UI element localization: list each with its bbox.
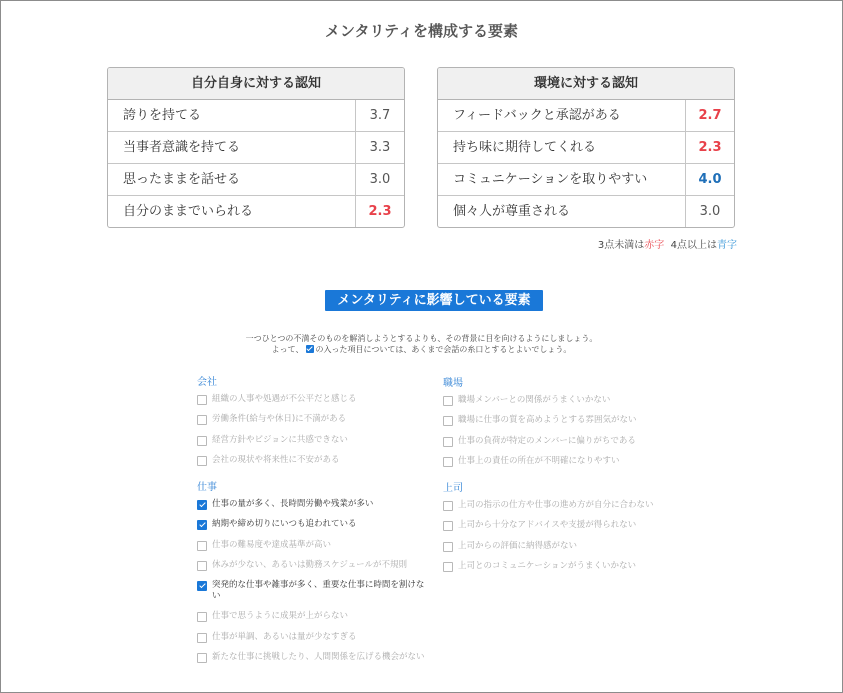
row-score: 3.7 [369, 108, 391, 123]
legend-prefix: 3点未満は [597, 240, 645, 251]
self-awareness-table [107, 67, 405, 228]
table-row [108, 164, 404, 196]
row-score: 4.0 [698, 172, 722, 187]
checkmark-icon [306, 345, 314, 353]
checkbox-unchecked[interactable] [197, 612, 207, 622]
checkbox-label: 仕事の量が多く、長時間労働や残業が多い [212, 499, 374, 509]
table-row [438, 196, 734, 227]
category-boss-list [443, 500, 673, 581]
checkbox-label: 職場メンバーとの関係がうまくいかない [458, 395, 611, 405]
checkbox-item[interactable] [197, 560, 427, 571]
checkbox-unchecked[interactable] [197, 415, 207, 425]
checkbox-item[interactable] [443, 395, 673, 406]
legend-red-word: 赤字 [644, 240, 665, 251]
table-row [108, 132, 404, 164]
row-score: 3.0 [699, 204, 721, 219]
checkbox-label: 労働条件(給与や休日)に不満がある [212, 414, 347, 425]
checkbox-checked[interactable] [197, 500, 207, 510]
checkbox-unchecked[interactable] [443, 396, 453, 406]
checkbox-unchecked[interactable] [197, 541, 207, 551]
checkbox-unchecked[interactable] [197, 633, 207, 643]
section-banner: メンタリティに影響している要素 [325, 290, 543, 311]
intro-line-2-suffix: の入った項目については、あくまで会話の糸口とするとよいでしょう。 [315, 345, 572, 354]
checkbox-label: 納期や締め切りにいつも追われている [212, 519, 357, 530]
table-row [108, 100, 404, 132]
checkbox-item[interactable] [443, 561, 673, 572]
checkbox-item[interactable] [197, 652, 427, 663]
table-row [438, 132, 734, 164]
row-label: フィードバックと承認がある [438, 100, 686, 131]
intro-line-2-prefix: よって、 [271, 345, 304, 354]
table-row [438, 164, 734, 196]
table-row [438, 100, 734, 132]
category-work-title: 仕事 [197, 482, 217, 493]
checkbox-unchecked[interactable] [443, 501, 453, 511]
checkbox-checked[interactable] [197, 520, 207, 530]
checkbox-label: 休みが少ない、あるいは勤務スケジュールが不規則 [212, 559, 407, 570]
category-company-list [197, 394, 427, 475]
checkbox-label: 突発的な仕事や雑事が多く、重要な仕事に時間を割けない [212, 580, 425, 602]
checkbox-item[interactable] [197, 435, 427, 446]
self-table-header: 自分自身に対する認知 [108, 68, 404, 100]
checkbox-label: 上司とのコミュニケーションがうまくいかない [458, 560, 636, 571]
env-table-header: 環境に対する認知 [438, 68, 734, 100]
checkbox-unchecked[interactable] [443, 416, 453, 426]
checkbox-item[interactable] [197, 455, 427, 466]
checkbox-unchecked[interactable] [443, 562, 453, 572]
checkbox-item[interactable] [443, 541, 673, 552]
row-score: 2.3 [698, 140, 722, 155]
checkbox-item[interactable] [197, 632, 427, 643]
legend-middle: 4点以上は [670, 240, 717, 251]
category-boss-title: 上司 [443, 483, 463, 494]
checkbox-item[interactable] [443, 520, 673, 531]
row-score: 2.7 [698, 108, 722, 123]
intro-line-2 [0, 344, 843, 355]
checkbox-unchecked[interactable] [443, 457, 453, 467]
checkbox-unchecked[interactable] [443, 542, 453, 552]
checkbox-unchecked[interactable] [197, 456, 207, 466]
checkbox-label: 仕事が単調、あるいは量が少なすぎる [212, 631, 357, 642]
checkbox-label: 会社の現状や将来性に不安がある [212, 454, 340, 465]
table-row [108, 196, 404, 227]
checkbox-label: 組織の人事や処遇が不公平だと感じる [212, 394, 357, 404]
checkbox-label: 新たな仕事に挑戦したり、人間関係を広げる機会がない [212, 652, 425, 663]
checkbox-unchecked[interactable] [197, 395, 207, 405]
checkbox-item[interactable] [197, 394, 427, 405]
row-score: 3.0 [369, 172, 391, 187]
checkbox-item[interactable] [197, 611, 427, 622]
checkbox-label: 仕事上の責任の所在が不明確になりやすい [458, 455, 620, 466]
row-label: 持ち味に期待してくれる [438, 132, 686, 163]
checkbox-label: 仕事の負荷が特定のメンバーに偏りがちである [458, 435, 636, 446]
row-score: 3.3 [369, 140, 391, 155]
checkbox-item[interactable] [443, 500, 673, 511]
page-title: メンタリティを構成する要素 [325, 22, 518, 40]
checkbox-label: 職場に仕事の質を高めようとする雰囲気がない [458, 415, 637, 426]
checkbox-unchecked[interactable] [443, 521, 453, 531]
checkbox-item[interactable] [197, 414, 427, 425]
checkbox-unchecked[interactable] [443, 437, 453, 447]
row-label: コミュニケーションを取りやすい [438, 164, 686, 195]
intro-line-1: 一つひとつの不満そのものを解消しようとするよりも、その背景に目を向けるようにしましょう。 [245, 334, 598, 343]
environment-table [437, 67, 735, 228]
row-label: 個々人が尊重される [438, 196, 686, 227]
row-score: 2.3 [368, 204, 392, 219]
checkbox-label: 上司から十分なアドバイスや支援が得られない [458, 520, 637, 531]
checkbox-label: 仕事の難易度や達成基準が高い [212, 539, 332, 550]
row-label: 当事者意識を持てる [108, 132, 356, 163]
score-legend [598, 236, 737, 251]
checkbox-label: 経営方針やビジョンに共感できない [212, 434, 348, 445]
checkbox-item[interactable] [197, 540, 427, 551]
checkbox-label: 仕事で思うように成果が上がらない [212, 611, 349, 622]
checkbox-unchecked[interactable] [197, 436, 207, 446]
row-label: 自分のままでいられる [108, 196, 356, 227]
checkbox-unchecked[interactable] [197, 561, 207, 571]
row-label: 誇りを持てる [108, 100, 356, 131]
checkbox-checked[interactable] [197, 581, 207, 591]
category-work-list [197, 499, 427, 672]
checkbox-item[interactable] [443, 456, 673, 467]
row-label: 思ったままを話せる [108, 164, 356, 195]
checkbox-item[interactable] [197, 499, 427, 510]
checkbox-item[interactable] [197, 519, 427, 530]
checkbox-item[interactable] [197, 580, 427, 602]
category-workplace-title: 職場 [443, 378, 463, 389]
checkbox-label: 上司の指示の仕方や仕事の進め方が自分に合わない [458, 500, 654, 510]
checkbox-item[interactable] [443, 436, 673, 447]
checkbox-unchecked[interactable] [197, 653, 207, 663]
checkbox-item[interactable] [443, 415, 673, 426]
legend-blue-word: 青字 [717, 240, 737, 251]
category-company-title: 会社 [197, 377, 217, 388]
category-workplace-list [443, 395, 673, 476]
checkbox-label: 上司からの評価に納得感がない [458, 540, 578, 551]
